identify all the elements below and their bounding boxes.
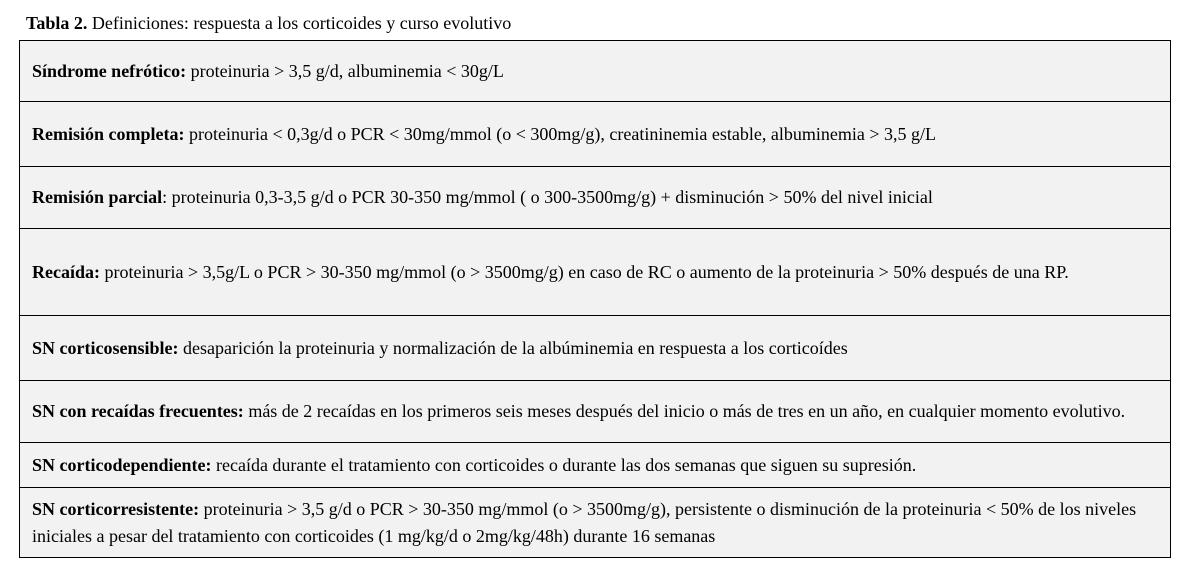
definition-cell [32,58,504,85]
definition-text: más de 2 recaídas en los primeros seis meses después del inicio o más de tres en un año, en cualquier momento evolutivo. [243,401,1126,421]
definition-term: SN con recaídas frecuentes: [32,401,244,421]
definition-text: proteinuria > 3,5 g/d o PCR > 30-350 mg/mmol (o > 3500mg/g), persistente o disminución de la proteinuria < 50% de los niveles iniciales a pesar del tratamiento con corticoides (1 mg/kg/d o 2mg/kg/48h) durante 16 semanas [32,498,1137,546]
definition-text: desaparición la proteinuria y normalización de la albúminemia en respuesta a los corticoídes [178,337,848,358]
definition-term: SN corticosensible: [32,337,179,358]
table-caption-text: Definiciones: respuesta a los corticoides y curso evolutivo [87,13,512,33]
definition-term: SN corticodependiente: [32,454,212,475]
definitions-table [19,40,1171,558]
definition-cell [32,452,916,479]
table-caption [26,11,511,35]
definition-term: Síndrome nefrótico: [32,60,187,81]
table-row [20,229,1170,316]
table-row [20,102,1170,167]
definition-term: Remisión completa: [32,123,185,144]
table-row [20,41,1170,102]
definition-term: Recaída: [32,261,100,282]
table-row [20,167,1170,229]
definition-term: SN corticorresistente: [32,498,200,519]
definition-text: proteinuria < 0,3g/d o PCR < 30mg/mmol (o < 300mg/g), creatininemia estable, albuminemia > 3,5 g/L [184,123,936,144]
table-row [20,381,1170,443]
table-row [20,488,1170,557]
definition-cell [32,496,1158,550]
definition-cell [32,121,936,148]
definition-cell [32,259,1069,286]
definition-term: Remisión parcial [32,187,163,207]
definition-cell [32,184,933,211]
definition-text: proteinuria > 3,5 g/d, albuminemia < 30g/L [186,60,504,81]
definition-cell [32,398,1125,425]
definition-cell [32,335,848,362]
definition-text: recaída durante el tratamiento con corticoides o durante las dos semanas que siguen su supresión. [211,454,917,475]
table-row [20,443,1170,488]
definition-text: : proteinuria 0,3-3,5 g/d o PCR 30-350 mg/mmol ( o 300-3500mg/g) + disminución > 50% del nivel inicial [162,187,933,207]
definition-text: proteinuria > 3,5g/L o PCR > 30-350 mg/mmol (o > 3500mg/g) en caso de RC o aumento de la proteinuria > 50% después de una RP. [99,261,1069,282]
table-row [20,316,1170,381]
table-caption-label: Tabla 2. [26,13,88,33]
